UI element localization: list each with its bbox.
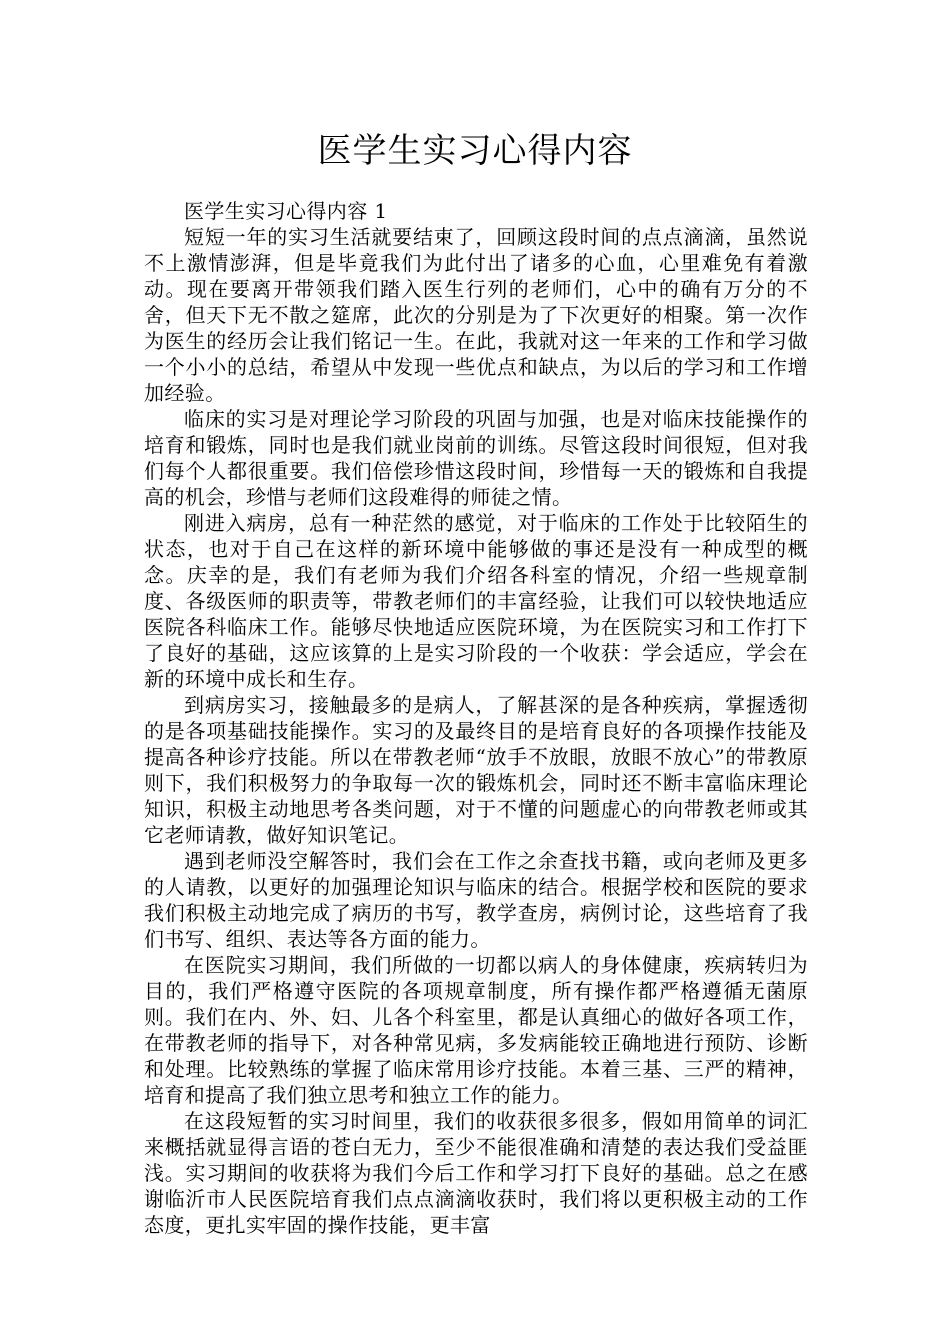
paragraph-3: 刚进入病房，总有一种茫然的感觉，对于临床的工作处于比较陌生的状态，也对于自己在这样的新环境中能够做的事还是没有一种成型的概念。庆幸的是，我们有老师为我们介绍各科室的情况，介绍一些规章制度、各级医师的职责等，带教老师们的丰富经验，让我们可以较快地适应医院各科临床工作。能够尽快地适应医院环境，为在医院实习和工作打下了良好的基础，这应该算的上是实习阶段的一个收获：学会适应，学会在新的环境中成长和生存。 [144,511,808,691]
document-title: 医学生实习心得内容 [317,131,633,171]
paragraph-4: 到病房实习，接触最多的是病人，了解甚深的是各种疾病，掌握透彻的是各项基础技能操作。实习的及最终目的是培育良好的各项操作技能及提高各种诊疗技能。所以在带教老师“放手不放眼，放眼不放心”的带教原则下，我们积极努力的争取每一次的锻炼机会，同时还不断丰富临床理论知识，积极主动地思考各类问题，对于不懂的问题虚心的向带教老师或其它老师请教，做好知识笔记。 [144,693,808,847]
paragraph-2: 临床的实习是对理论学习阶段的巩固与加强，也是对临床技能操作的培育和锻炼，同时也是我们就业岗前的训练。尽管这段时间很短，但对我们每个人都很重要。我们倍偿珍惜这段时间，珍惜每一天的锻炼和自我提高的机会，珍惜与老师们这段难得的师徒之情。 [144,407,808,509]
paragraph-7: 在这段短暂的实习时间里，我们的收获很多很多，假如用简单的词汇来概括就显得言语的苍白无力，至少不能很准确和清楚的表达我们受益匪浅。实习期间的收获将为我们今后工作和学习打下良好的基础。总之在感谢临沂市人民医院培育我们点点滴滴收获时，我们将以更积极主动的工作态度，更扎实牢固的操作技能，更丰富 [144,1109,808,1237]
paragraph-1: 短短一年的实习生活就要结束了，回顾这段时间的点点滴滴，虽然说不上激情澎湃，但是毕竟我们为此付出了诸多的心血，心里难免有着激动。现在要离开带领我们踏入医生行列的老师们，心中的确有万分的不舍，但天下无不散之筵席，此次的分别是为了下次更好的相聚。第一次作为医生的经历会让我们铭记一生。在此，我就对这一年来的工作和学习做一个小小的总结，希望从中发现一些优点和缺点，为以后的学习和工作增加经验。 [144,225,808,405]
paragraph-5: 遇到老师没空解答时，我们会在工作之余查找书籍，或向老师及更多的人请教，以更好的加强理论知识与临床的结合。根据学校和医院的要求我们积极主动地完成了病历的书写，教学查房，病例讨论，这些培育了我们书写、组织、表达等各方面的能力。 [144,849,808,951]
document-body [144,198,808,1238]
paragraph-6: 在医院实习期间，我们所做的一切都以病人的身体健康，疾病转归为目的，我们严格遵守医院的各项规章制度，所有操作都严格遵循无菌原则。我们在内、外、妇、儿各个科室里，都是认真细心的做好各项工作，在带教老师的指导下，对各种常见病，多发病能较正确地进行预防、诊断和处理。比较熟练的掌握了临床常用诊疗技能。本着三基、三严的精神，培育和提高了我们独立思考和独立工作的能力。 [144,953,808,1107]
section-heading: 医学生实习心得内容 1 [184,199,388,223]
